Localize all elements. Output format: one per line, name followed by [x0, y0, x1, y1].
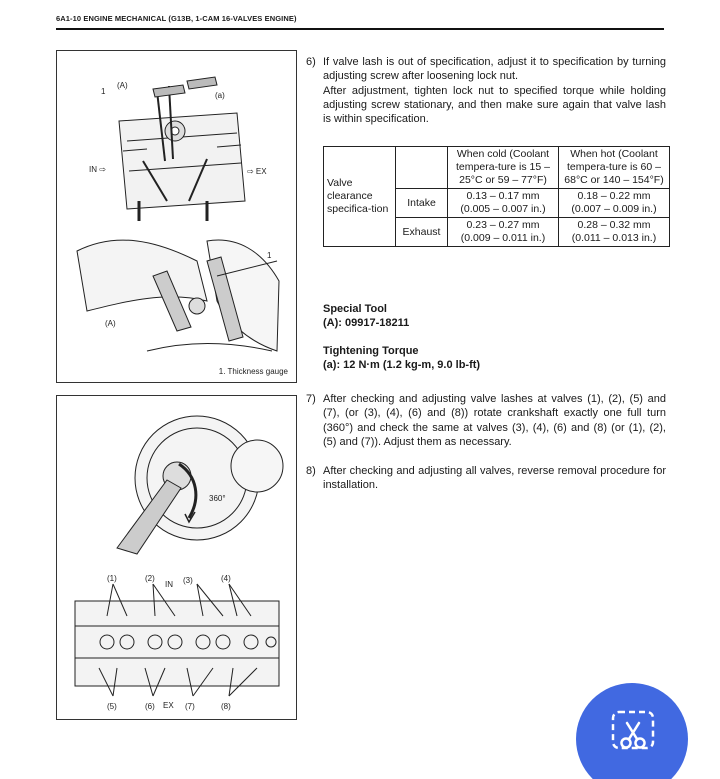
table-exhaust-hot: 0.28 – 0.32 mm (0.011 – 0.013 in.) [559, 218, 670, 247]
page-header: 6A1-10 ENGINE MECHANICAL (G13B, 1-CAM 16-VALVES ENGINE) [56, 14, 297, 23]
header-rule [56, 28, 664, 30]
label-ex: ⇨ EX [247, 167, 267, 176]
table-col-cold: When cold (Coolant tempera-ture is 15 – 25°C or 59 – 77°F) [448, 147, 559, 189]
screenshot-crop-button[interactable] [576, 683, 688, 779]
valve-lash-illustration [57, 51, 298, 384]
label-1-top: 1 [101, 87, 106, 96]
table-corner [396, 147, 448, 189]
special-tool-heading: Special Tool [323, 303, 387, 315]
figure-crankshaft-rotation [56, 395, 297, 720]
label-ex-fig2: EX [163, 701, 174, 710]
label-valve-3: (3) [183, 576, 193, 585]
step-7-text: After checking and adjusting valve lashes at valves (1), (2), (5) and (7), (or (3), (4), (6) and (8)) rotate crankshaft exactly one full turn (360°) and check the same at valves (3), (4), (6) and (8) (or (1), (2), (5) and (7)). Adjust them as necessary. [323, 393, 666, 448]
table-intake-label: Intake [396, 189, 448, 218]
step-6-number: 6) [306, 56, 316, 68]
label-valve-2: (2) [145, 574, 155, 583]
table-intake-cold: 0.13 – 0.17 mm (0.005 – 0.007 in.) [448, 189, 559, 218]
label-360: 360° [209, 494, 226, 503]
label-in: IN ⇨ [89, 165, 106, 174]
figure1-caption: 1. Thickness gauge [218, 367, 288, 376]
label-a-small: (a) [215, 91, 225, 100]
label-a-mid: (A) [105, 319, 116, 328]
label-valve-5: (5) [107, 702, 117, 711]
label-in-fig2: IN [165, 580, 173, 589]
table-exhaust-cold: 0.23 – 0.27 mm (0.009 – 0.011 in.) [448, 218, 559, 247]
step-8-text: After checking and adjusting all valves, reverse removal procedure for installation. [323, 465, 666, 492]
table-col-hot: When hot (Coolant tempera-ture is 60 – 68°C or 140 – 154°F) [559, 147, 670, 189]
label-valve-7: (7) [185, 702, 195, 711]
step-7 [306, 392, 666, 449]
torque-heading: Tightening Torque [323, 345, 419, 357]
step-7-number: 7) [306, 393, 316, 405]
table-exhaust-label: Exhaust [396, 218, 448, 247]
crankshaft-valves-illustration [57, 396, 298, 721]
step-8 [306, 464, 666, 493]
label-valve-4: (4) [221, 574, 231, 583]
label-valve-8: (8) [221, 702, 231, 711]
step-8-number: 8) [306, 465, 316, 477]
step-6 [306, 55, 666, 126]
label-a-top: (A) [117, 81, 128, 90]
scissors-icon [610, 709, 656, 755]
valve-clearance-table [323, 146, 670, 247]
label-valve-1: (1) [107, 574, 117, 583]
step-6-text-2: After adjustment, tighten lock nut to specified torque while holding adjusting screw stationary, and then make sure again that valve lash is within specification. [323, 84, 666, 126]
special-tool-value: (A): 09917-18211 [323, 317, 410, 329]
figure-valve-lash-adjust [56, 50, 297, 383]
table-intake-hot: 0.18 – 0.22 mm (0.007 – 0.009 in.) [559, 189, 670, 218]
torque-value: (a): 12 N·m (1.2 kg-m, 9.0 lb-ft) [323, 359, 481, 371]
label-valve-6: (6) [145, 702, 155, 711]
table-row-header: Valve clearance specifica-tion [324, 147, 396, 247]
step-6-text-1: If valve lash is out of specification, adjust it to specification by turning adjusting screw after loosening lock nut. [323, 56, 666, 83]
label-1-mid: 1 [267, 251, 272, 260]
